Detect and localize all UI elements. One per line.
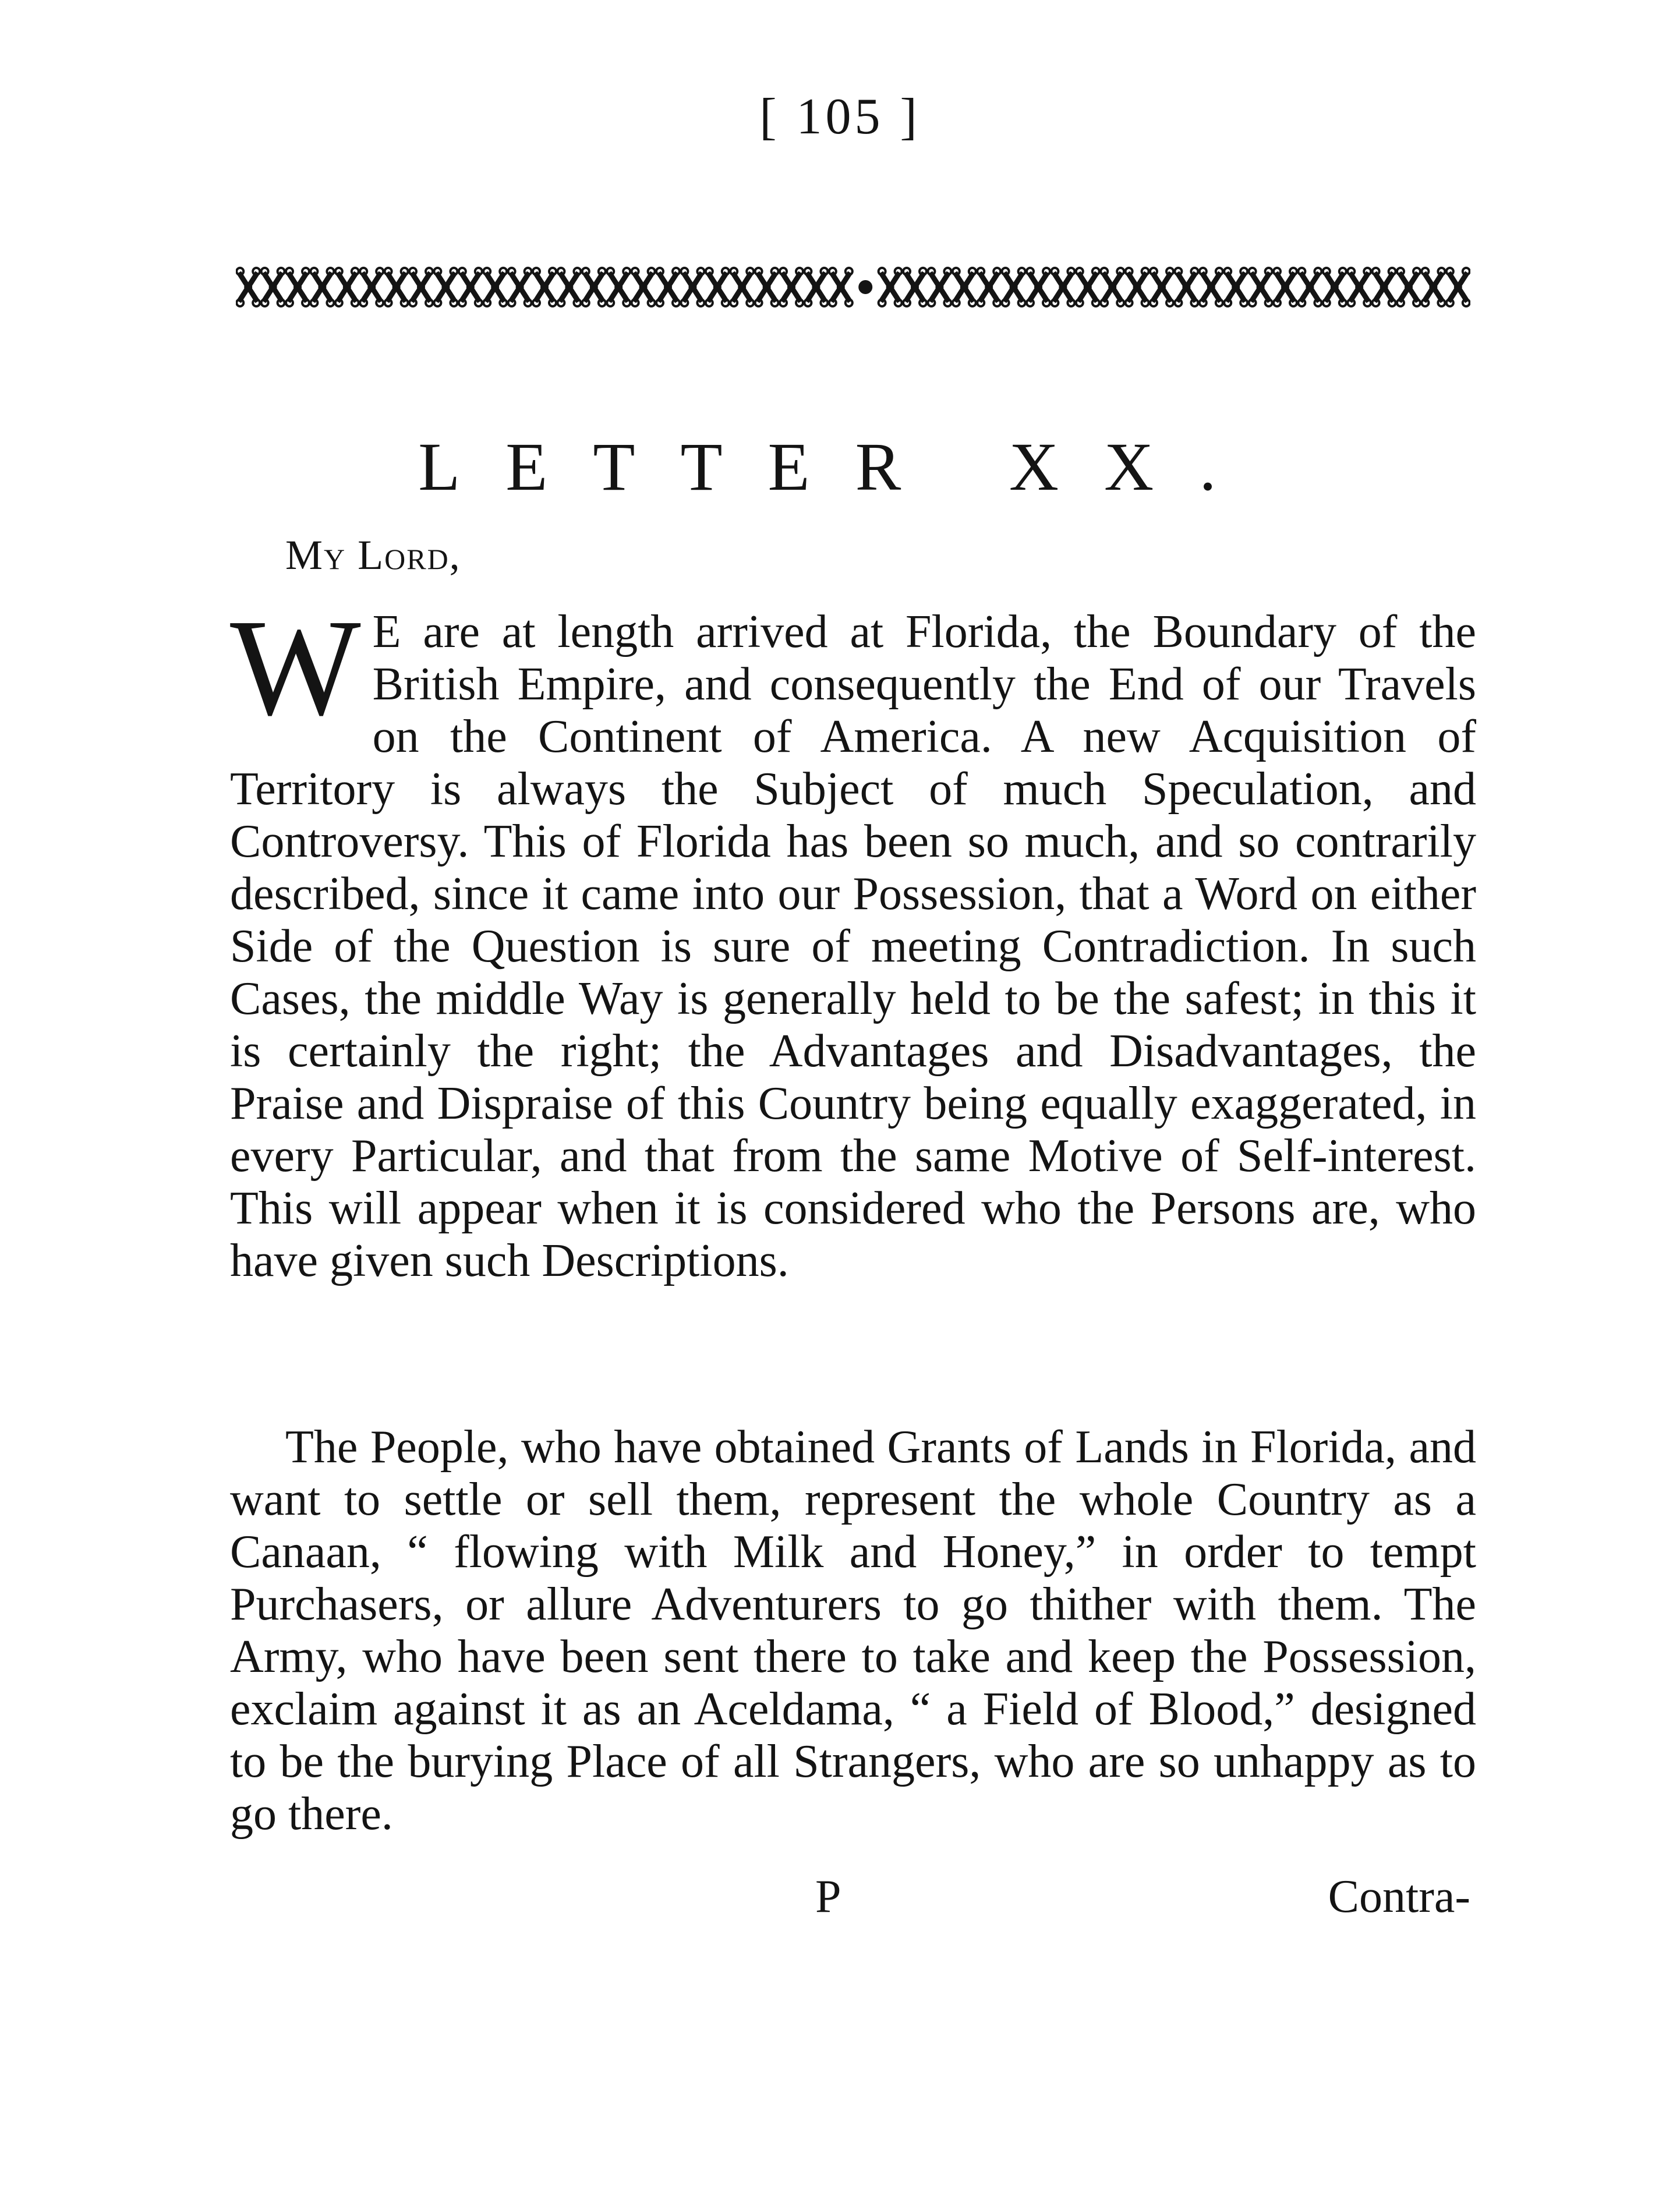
paragraph-1-text: E are at length arrived at Florida, the Boundary of the British Empire, and consequently the End of our Travels on the Continent of America. A new Acquisition of Territory is always the Subject of much Speculation, and Controversy. This of Florida has been so much, and so contrarily described, since it came into our Possession, that a Word on either Side of the Question is sure of meeting Contradiction. In such Cases, the middle Way is generally held to be the safest; in this it is certainly the right; the Advantages and Disadvantages, the Praise and Dispraise of this Country being equally exaggerated, in every Particular, and that from the same Motive of Self-interest. This will appear when it is considered who the Persons are, who have given such Descriptions. [230, 606, 1476, 1286]
page-number: [ 105 ] [759, 89, 921, 145]
ornament-unit [261, 268, 285, 306]
ornament-unit [1323, 268, 1346, 306]
ornament-unit [755, 268, 779, 306]
ornament-unit [1076, 268, 1099, 306]
ornament-unit [1298, 268, 1321, 306]
ornament-unit [385, 268, 408, 306]
ornament-unit [1397, 268, 1420, 306]
ornament-unit [656, 268, 680, 306]
ornament-unit [1150, 268, 1173, 306]
ornament-unit [236, 268, 260, 306]
ornament-unit [1249, 268, 1272, 306]
ornament-unit [1101, 268, 1124, 306]
salutation: My Lord, [285, 532, 461, 578]
ornament-unit [730, 268, 754, 306]
ornament-unit [858, 280, 872, 294]
ornament-unit [483, 268, 507, 306]
letter-heading: LETTER XX. [418, 429, 1262, 505]
ornament-unit [1027, 268, 1050, 306]
ornament-unit [780, 268, 803, 306]
ornament-unit [928, 268, 951, 306]
ornament-unit [681, 268, 704, 306]
ornament-unit [409, 268, 433, 306]
ornament-unit [1175, 268, 1198, 306]
ornament-unit [434, 268, 457, 306]
ornament-unit [1126, 268, 1149, 306]
ornament-unit [903, 268, 926, 306]
ornament-unit [1373, 268, 1396, 306]
ornament-unit [879, 268, 902, 306]
ornament-unit [1274, 268, 1297, 306]
ornament-unit [1051, 268, 1074, 306]
drop-cap: W [230, 591, 361, 744]
ornament-unit [607, 268, 630, 306]
ornament-unit [286, 268, 309, 306]
ornament-unit [977, 268, 1000, 306]
ornament-unit [533, 268, 556, 306]
ornament-unit [1224, 268, 1247, 306]
signature-mark: P [815, 1871, 841, 1922]
ornament-unit [1347, 268, 1371, 306]
ornament-unit [829, 268, 853, 306]
ornament-unit [804, 268, 827, 306]
ornament-unit [953, 268, 976, 306]
ornament-unit [360, 268, 383, 306]
ornament-unit [1200, 268, 1223, 306]
ornament-unit [632, 268, 655, 306]
ornament-unit [459, 268, 482, 306]
ornament-unit [582, 268, 606, 306]
ornament-unit [1002, 268, 1025, 306]
ornament-unit [310, 268, 334, 306]
ornament-unit [1421, 268, 1445, 306]
catchword: Contra- [1328, 1871, 1470, 1922]
ornament-unit [508, 268, 532, 306]
paragraph-1 [230, 591, 1476, 1287]
printers-ornament-band-icon [236, 255, 1470, 319]
ornament-unit [335, 268, 359, 306]
ornament-unit [557, 268, 581, 306]
ornament-unit [706, 268, 729, 306]
ornament-unit [1446, 268, 1470, 306]
paragraph-2: The People, who have obtained Grants of Lands in Florida, and want to settle or sell them, represent the whole Country as a Canaan, “ flowing with Milk and Honey,” in order to tempt Purchasers, or allure Adventurers to go thither with them. The Army, who have been sent there to take and keep the Possession, exclaim against it as an Aceldama, “ a Field of Blood,” designed to be the burying Place of all Strangers, who are so unhappy as to go there. [230, 1422, 1476, 1840]
